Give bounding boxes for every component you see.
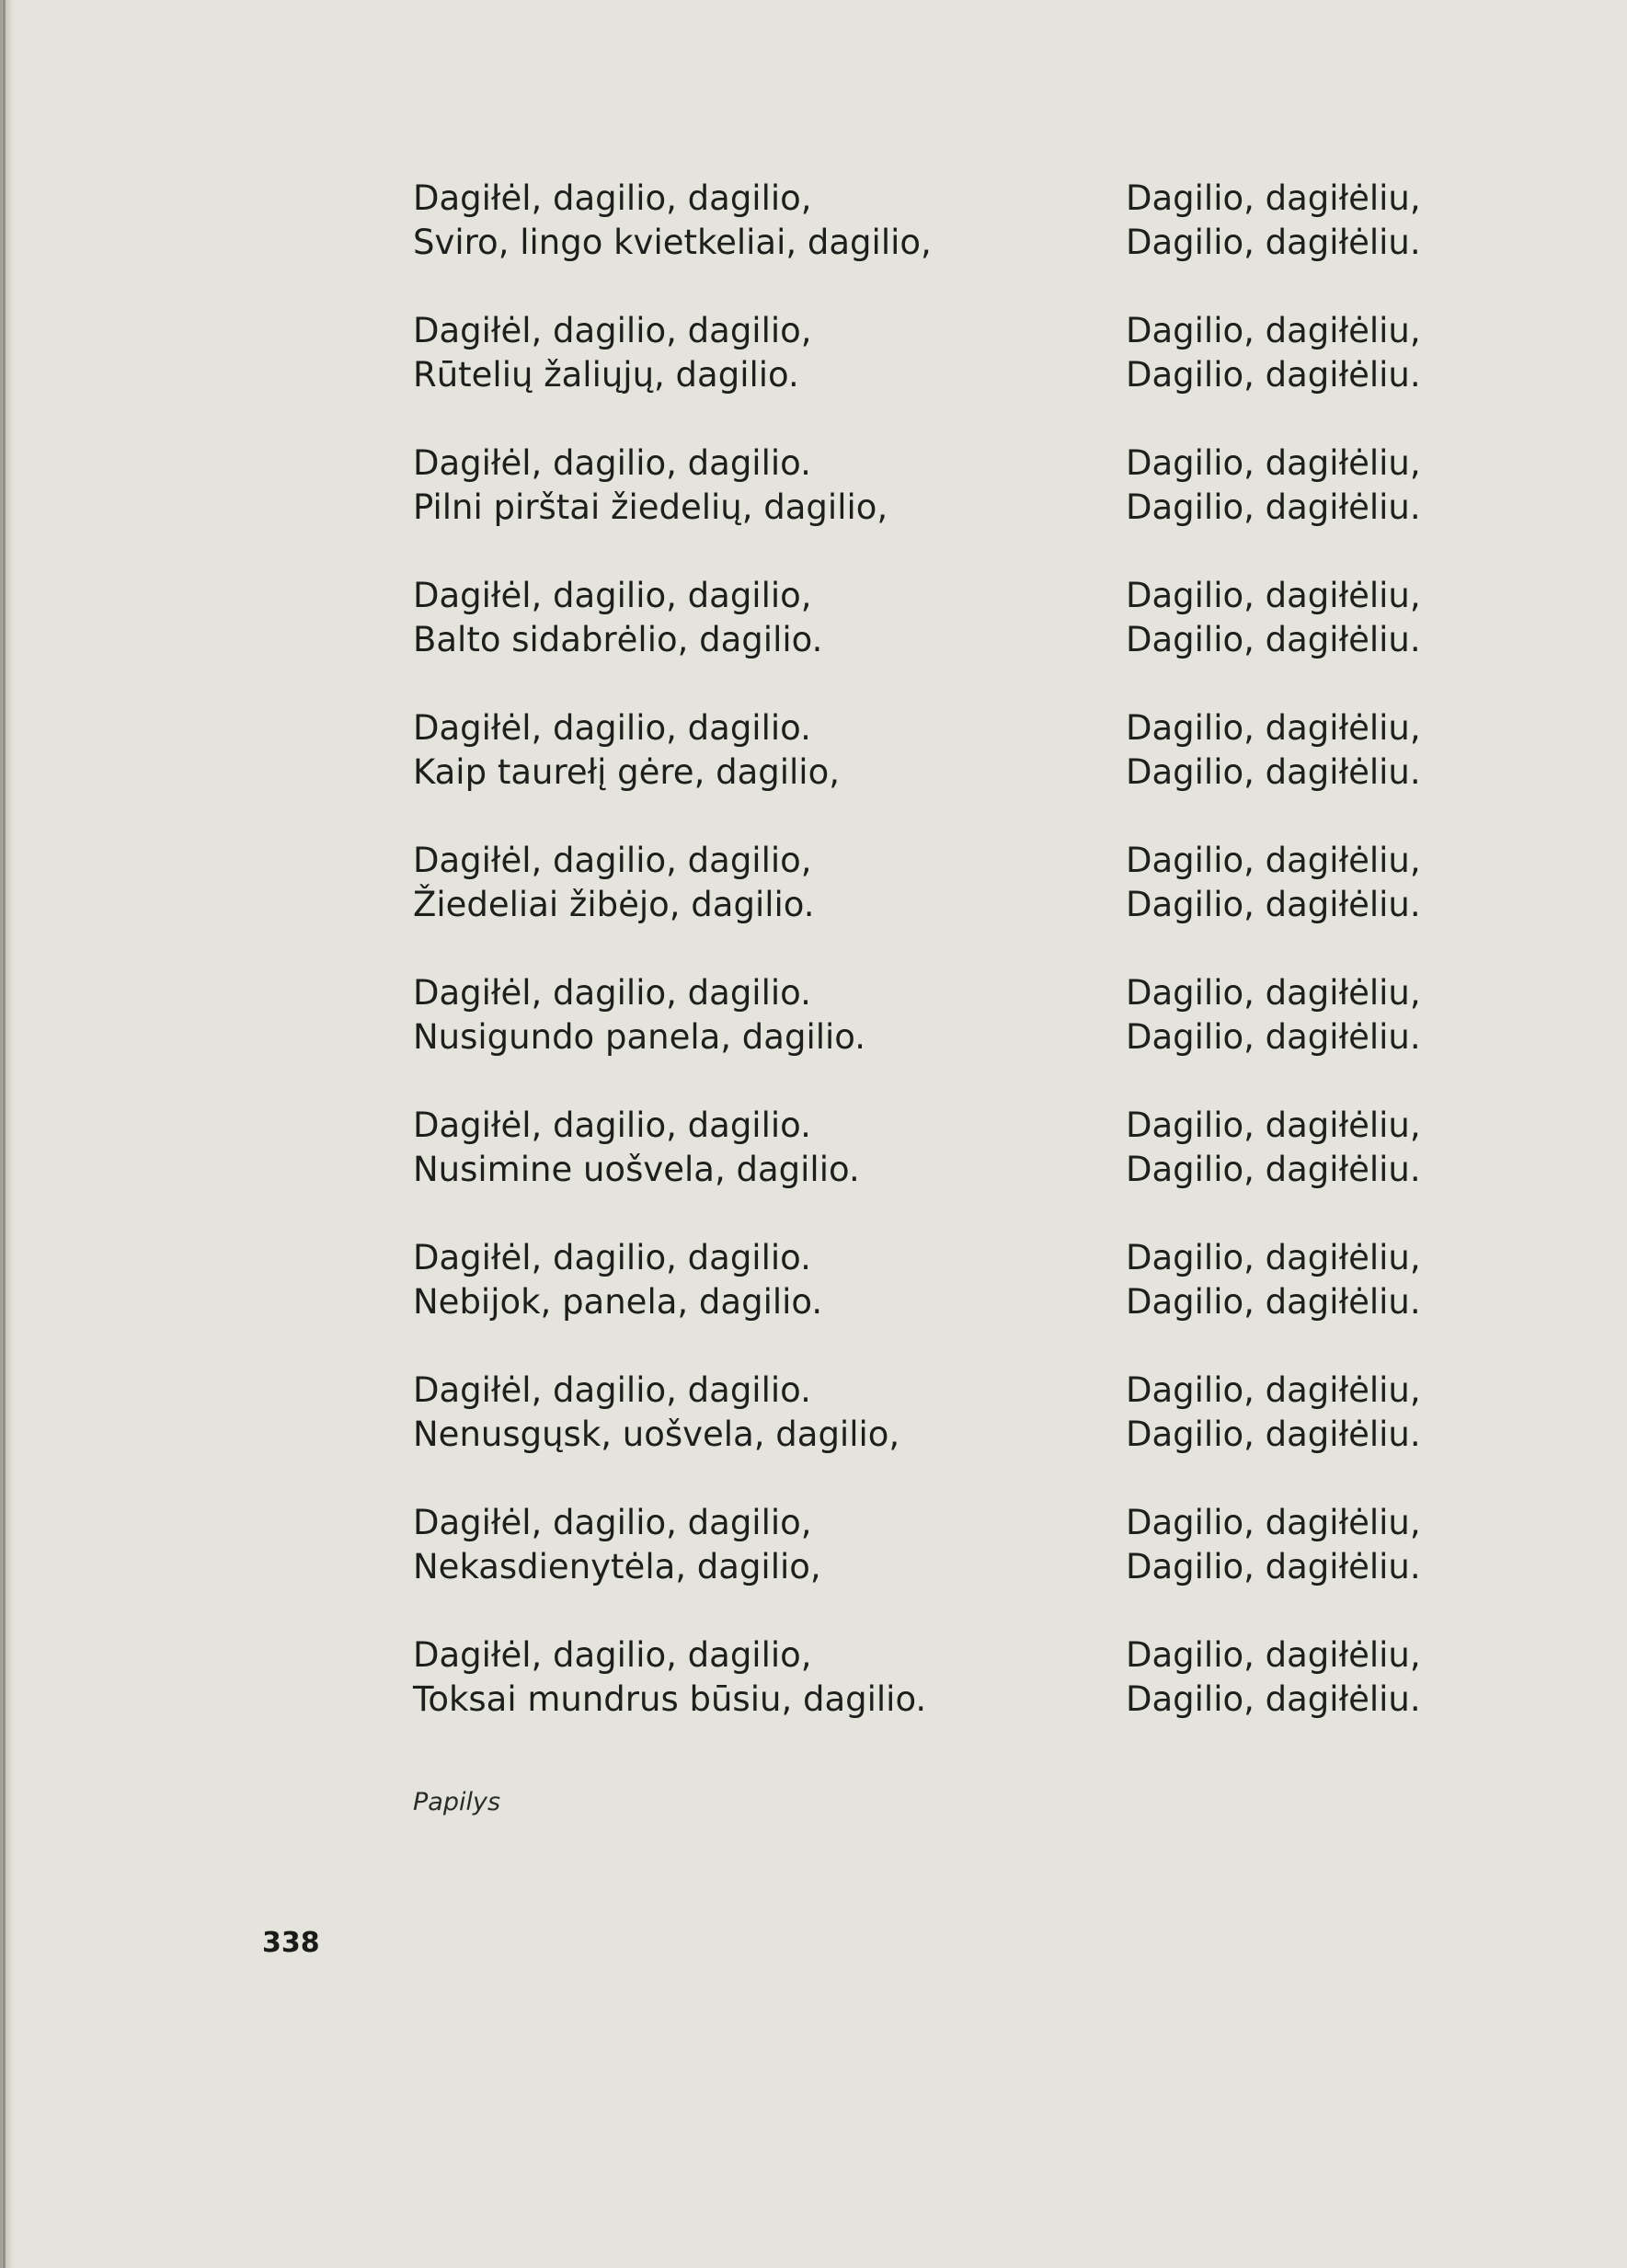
verse-line: Nusimine uošvela, dagilio. (413, 1150, 860, 1189)
stanza-refrain (1126, 1236, 1512, 1324)
stanza-refrain (1126, 839, 1512, 927)
stanza-1 (0, 177, 1627, 309)
refrain-line: Dagilio, dagiłėliu. (1126, 1017, 1421, 1057)
stanza-verse (413, 1633, 1075, 1722)
verse-line: Nusigundo panela, dagilio. (413, 1017, 866, 1057)
stanza-refrain (1126, 1633, 1512, 1722)
stanza-verse (413, 1236, 1075, 1324)
verse-line: Rūtelių žaliųjų, dagilio. (413, 355, 799, 395)
refrain-line: Dagilio, dagiłėliu. (1126, 355, 1421, 395)
refrain-line: Dagilio, dagiłėliu, (1126, 1635, 1421, 1675)
refrain-line: Dagilio, dagiłėliu, (1126, 1238, 1421, 1277)
stanza-refrain (1126, 971, 1512, 1060)
refrain-line: Dagilio, dagiłėliu, (1126, 1503, 1421, 1542)
refrain-line: Dagilio, dagiłėliu. (1126, 1679, 1421, 1719)
page-number: 338 (262, 1927, 320, 1959)
verse-line: Dagiłėl, dagilio, dagilio. (413, 443, 811, 483)
refrain-line: Dagilio, dagiłėliu. (1126, 1547, 1421, 1586)
stanza-verse (413, 1104, 1075, 1192)
stanza-refrain (1126, 1501, 1512, 1589)
stanza-7 (0, 971, 1627, 1104)
stanza-refrain (1126, 706, 1512, 795)
verse-line: Dagiłėl, dagilio, dagilio, (413, 311, 812, 350)
stanza-5 (0, 706, 1627, 839)
stanza-verse (413, 1369, 1075, 1457)
stanza-refrain (1126, 441, 1512, 530)
verse-line: Dagiłėl, dagilio, dagilio. (413, 973, 811, 1013)
stanza-refrain (1126, 1369, 1512, 1457)
verse-line: Balto sidabrėlio, dagilio. (413, 620, 823, 659)
stanza-6 (0, 839, 1627, 971)
verse-line: Dagiłėl, dagilio, dagilio. (413, 708, 811, 748)
recording-place: Papilys (413, 1788, 501, 1816)
verse-line: Nekasdienytėla, dagilio, (413, 1547, 821, 1586)
stanza-4 (0, 574, 1627, 706)
stanza-12 (0, 1633, 1627, 1766)
refrain-line: Dagilio, dagiłėliu. (1126, 223, 1421, 262)
refrain-line: Dagilio, dagiłėliu. (1126, 1415, 1421, 1454)
stanza-9 (0, 1236, 1627, 1369)
refrain-line: Dagilio, dagiłėliu, (1126, 1370, 1421, 1410)
refrain-line: Dagilio, dagiłėliu, (1126, 841, 1421, 880)
refrain-line: Dagilio, dagiłėliu. (1126, 752, 1421, 792)
refrain-line: Dagilio, dagiłėliu. (1126, 487, 1421, 527)
refrain-line: Dagilio, dagiłėliu. (1126, 1282, 1421, 1322)
refrain-line: Dagilio, dagiłėliu, (1126, 178, 1421, 218)
stanza-verse (413, 1501, 1075, 1589)
verse-line: Dagiłėl, dagilio, dagilio. (413, 1238, 811, 1277)
refrain-line: Dagilio, dagiłėliu, (1126, 973, 1421, 1013)
stanza-verse (413, 839, 1075, 927)
verse-line: Dagiłėl, dagilio, dagilio. (413, 1105, 811, 1145)
stanza-refrain (1126, 574, 1512, 662)
stanza-verse (413, 971, 1075, 1060)
stanza-verse (413, 706, 1075, 795)
verse-line: Sviro, lingo kvietkeliai, dagilio, (413, 223, 932, 262)
verse-line: Kaip taurełį gėre, dagilio, (413, 752, 840, 792)
song-stanzas (0, 177, 1627, 1766)
verse-line: Dagiłėl, dagilio, dagilio, (413, 1503, 812, 1542)
stanza-3 (0, 441, 1627, 574)
stanza-11 (0, 1501, 1627, 1633)
stanza-refrain (1126, 309, 1512, 397)
stanza-2 (0, 309, 1627, 441)
refrain-line: Dagilio, dagiłėliu, (1126, 1105, 1421, 1145)
verse-line: Toksai mundrus būsiu, dagilio. (413, 1679, 927, 1719)
verse-line: Dagiłėl, dagilio, dagilio. (413, 1370, 811, 1410)
verse-line: Žiedeliai žibėjo, dagilio. (413, 885, 815, 924)
refrain-line: Dagilio, dagiłėliu. (1126, 1150, 1421, 1189)
verse-line: Pilni pirštai žiedelių, dagilio, (413, 487, 888, 527)
verse-line: Nebijok, panela, dagilio. (413, 1282, 823, 1322)
stanza-verse (413, 309, 1075, 397)
verse-line: Dagiłėl, dagilio, dagilio, (413, 576, 812, 615)
stanza-refrain (1126, 177, 1512, 265)
refrain-line: Dagilio, dagiłėliu, (1126, 311, 1421, 350)
stanza-refrain (1126, 1104, 1512, 1192)
stanza-8 (0, 1104, 1627, 1236)
refrain-line: Dagilio, dagiłėliu, (1126, 708, 1421, 748)
refrain-line: Dagilio, dagiłėliu, (1126, 443, 1421, 483)
refrain-line: Dagilio, dagiłėliu. (1126, 620, 1421, 659)
stanza-verse (413, 574, 1075, 662)
verse-line: Nenusgųsk, uošvela, dagilio, (413, 1415, 900, 1454)
stanza-verse (413, 177, 1075, 265)
stanza-10 (0, 1369, 1627, 1501)
refrain-line: Dagilio, dagiłėliu, (1126, 576, 1421, 615)
stanza-verse (413, 441, 1075, 530)
verse-line: Dagiłėl, dagilio, dagilio, (413, 178, 812, 218)
verse-line: Dagiłėl, dagilio, dagilio, (413, 1635, 812, 1675)
verse-line: Dagiłėl, dagilio, dagilio, (413, 841, 812, 880)
refrain-line: Dagilio, dagiłėliu. (1126, 885, 1421, 924)
